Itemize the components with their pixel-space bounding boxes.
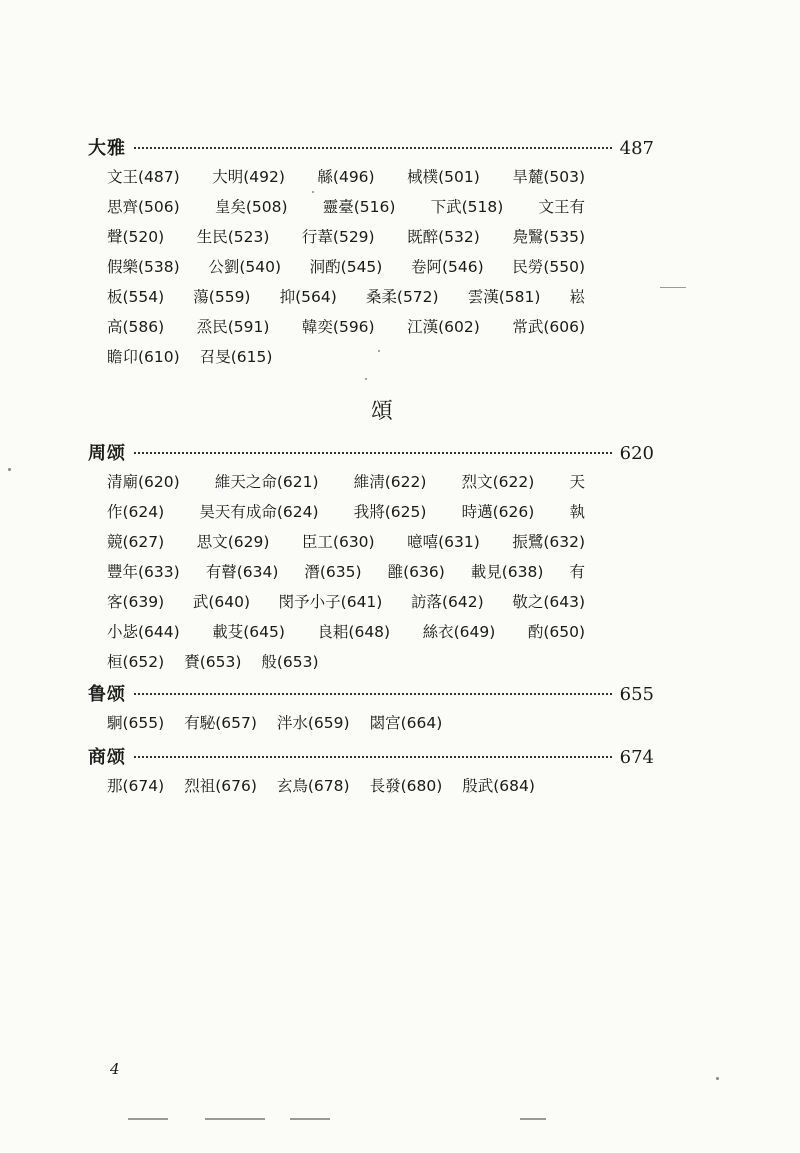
toc-entry: 行葦(529): [301, 228, 375, 246]
toc-entry: 文王(487): [107, 168, 180, 186]
entry-row: [107, 497, 585, 527]
toc-entry: 競(627): [107, 533, 165, 551]
toc-entry: 雝(636): [387, 563, 445, 581]
toc-entry: 崧: [569, 288, 585, 306]
toc-entry: 卷阿(546): [410, 258, 484, 276]
entry-row: [107, 222, 585, 252]
toc-entry: 玄鳥(678): [276, 777, 350, 795]
toc-entry: 泂酌(545): [309, 258, 383, 276]
toc-entry: 江漢(602): [407, 318, 480, 336]
heading-page-number: 674: [619, 747, 654, 768]
entry-row: [107, 192, 585, 222]
heading-page-number: 620: [619, 443, 654, 464]
toc-entry: 那(674): [107, 777, 165, 795]
entry-row: [107, 467, 585, 497]
toc-entry: 有瞽(634): [205, 563, 279, 581]
toc-entry: 旱麓(503): [512, 168, 585, 186]
leader-dots: [134, 756, 612, 758]
toc-entry: 有駜(657): [184, 714, 257, 732]
toc-entry: 小毖(644): [107, 623, 180, 641]
toc-entry: 訪落(642): [410, 593, 484, 611]
scan-speck: [312, 191, 314, 193]
scan-speck: [365, 378, 367, 380]
toc-entry: 客(639): [107, 593, 165, 611]
scan-mark: [128, 1118, 168, 1120]
toc-entry: 天: [569, 473, 585, 491]
toc-entry: 作(624): [107, 503, 165, 521]
entry-list-zhousong: [107, 467, 585, 677]
toc-entry: 殷武(684): [462, 777, 535, 795]
toc-entry: 昊天有成命(624): [199, 503, 319, 521]
toc-entry: 生民(523): [196, 228, 270, 246]
entry-row: [107, 708, 585, 738]
toc-entry: 下武(518): [430, 198, 504, 216]
scan-speck: [8, 468, 11, 471]
toc-entry: 泮水(659): [276, 714, 350, 732]
toc-entry: 緜(496): [317, 168, 375, 186]
toc-entry: 既醉(532): [407, 228, 480, 246]
toc-heading-daya: [88, 134, 654, 160]
entry-row: [107, 312, 585, 342]
toc-entry: 高(586): [107, 318, 165, 336]
toc-entry: 思文(629): [196, 533, 270, 551]
toc-entry: 振鷺(632): [512, 533, 585, 551]
toc-entry: 良耜(648): [317, 623, 391, 641]
toc-entry: 噫嘻(631): [407, 533, 480, 551]
scan-mark: [205, 1118, 265, 1120]
toc-entry: 大明(492): [212, 168, 285, 186]
toc-entry: 酌(650): [527, 623, 585, 641]
leader-dots: [134, 452, 612, 454]
toc-entry: 維天之命(621): [214, 473, 319, 491]
toc-entry: 板(554): [107, 288, 165, 306]
heading-title: 周颂: [88, 443, 126, 464]
toc-entry: 韓奕(596): [301, 318, 375, 336]
toc-entry: 載芟(645): [212, 623, 285, 641]
toc-entry: 蕩(559): [193, 288, 251, 306]
heading-page-number: 655: [619, 684, 654, 705]
toc-entry: 烝民(591): [196, 318, 270, 336]
entry-row: [107, 587, 585, 617]
entry-row: [107, 527, 585, 557]
toc-entry: 時邁(626): [461, 503, 535, 521]
toc-entry: 召旻(615): [199, 348, 273, 366]
toc-entry: 雲漢(581): [467, 288, 541, 306]
entry-row: [107, 252, 585, 282]
entry-row: [107, 771, 585, 801]
entry-row: [107, 342, 585, 372]
toc-entry: 般(653): [261, 653, 319, 671]
section-title: 頌: [371, 399, 394, 424]
entry-row: [107, 162, 585, 192]
entry-row: [107, 647, 585, 677]
toc-entry: 瞻卬(610): [107, 348, 180, 366]
toc-entry: 武(640): [192, 593, 251, 611]
toc-entry: 假樂(538): [107, 258, 180, 276]
toc-entry: 豐年(633): [107, 563, 180, 581]
toc-entry: 賚(653): [184, 653, 242, 671]
toc-entry: 抑(564): [279, 288, 337, 306]
toc-entry: 棫樸(501): [407, 168, 480, 186]
toc-entry: 閟宫(664): [369, 714, 443, 732]
entry-list-shangsong: [107, 771, 585, 801]
entry-row: [107, 617, 585, 647]
toc-entry: 烈文(622): [461, 473, 535, 491]
toc-entry: 駉(655): [107, 714, 165, 732]
toc-entry: 民勞(550): [512, 258, 585, 276]
scan-speck: [378, 350, 380, 352]
toc-entry: 鳧鷖(535): [512, 228, 585, 246]
toc-entry: 載見(638): [470, 563, 544, 581]
scan-speck: [716, 1077, 719, 1080]
entry-list-daya: [107, 162, 585, 372]
toc-entry: 長發(680): [369, 777, 443, 795]
toc-entry: 維淸(622): [353, 473, 427, 491]
scan-mark: [520, 1118, 546, 1120]
toc-entry: 臣工(630): [301, 533, 375, 551]
toc-heading-lusong: [88, 680, 654, 706]
toc-entry: 聲(520): [107, 228, 165, 246]
heading-title: 商颂: [88, 747, 126, 768]
toc-entry: 有: [569, 563, 585, 581]
toc-entry: 我將(625): [353, 503, 427, 521]
entry-row: [107, 282, 585, 312]
entry-list-lusong: [107, 708, 585, 738]
scan-mark: [290, 1118, 330, 1120]
toc-entry: 桓(652): [107, 653, 165, 671]
toc-entry: 皇矣(508): [214, 198, 288, 216]
leader-dots: [134, 693, 612, 695]
toc-entry: 桑柔(572): [365, 288, 439, 306]
toc-entry: 文王有: [538, 198, 585, 216]
toc-entry: 執: [569, 503, 585, 521]
leader-dots: [134, 147, 612, 149]
toc-entry: 靈臺(516): [322, 198, 396, 216]
toc-entry: 絲衣(649): [422, 623, 496, 641]
heading-title: 大雅: [88, 138, 126, 159]
toc-entry: 烈祖(676): [184, 777, 257, 795]
heading-page-number: 487: [619, 138, 654, 159]
toc-entry: 敬之(643): [512, 593, 585, 611]
toc-entry: 清廟(620): [107, 473, 180, 491]
toc-entry: 潛(635): [304, 563, 362, 581]
toc-heading-zhousong: [88, 439, 654, 465]
toc-heading-shangsong: [88, 743, 654, 769]
page-number: 4: [110, 1060, 120, 1078]
heading-title: 鲁颂: [88, 684, 126, 705]
toc-entry: 思齊(506): [107, 198, 180, 216]
toc-entry: 常武(606): [512, 318, 585, 336]
toc-entry: 公劉(540): [208, 258, 282, 276]
toc-entry: 閔予小子(641): [278, 593, 383, 611]
scan-mark: [660, 287, 686, 288]
entry-row: [107, 557, 585, 587]
